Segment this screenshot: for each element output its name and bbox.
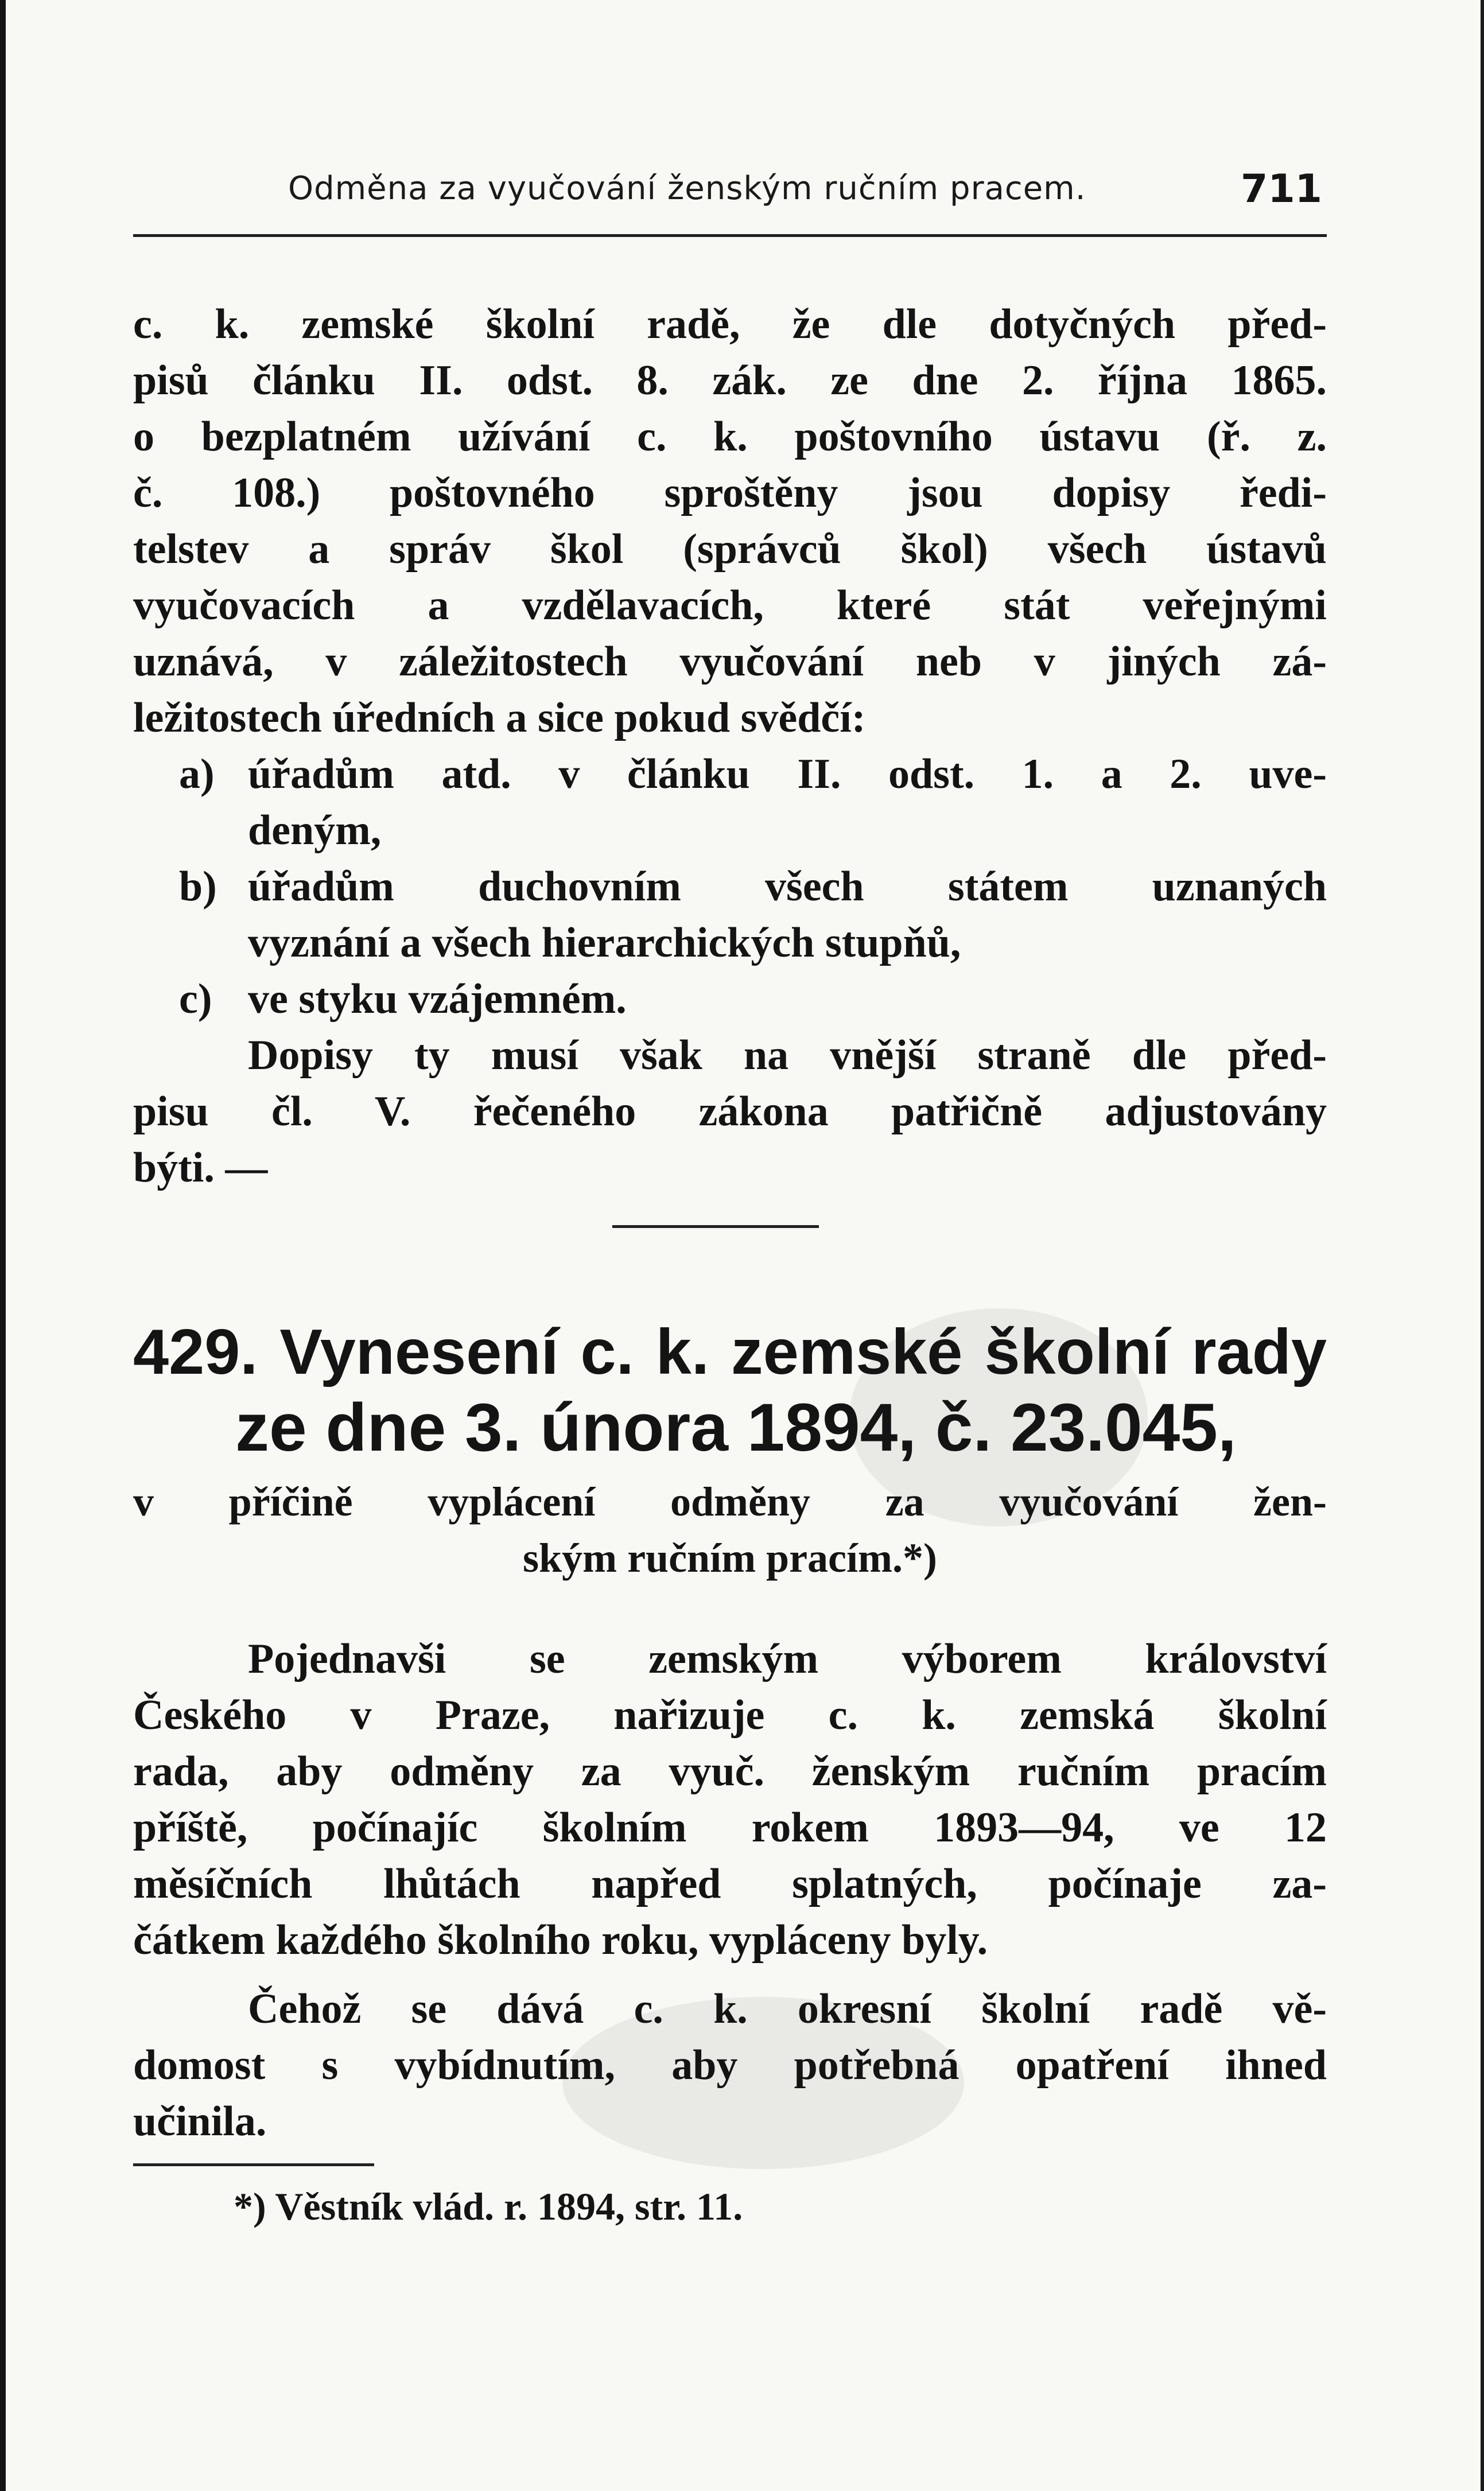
page-right-edge [1481,0,1484,2491]
subheading-line: ským ručním pracím.*) [523,1535,937,1581]
section-subheading [133,1474,1327,1586]
section-heading [133,1314,1327,1466]
text-line: Dopisy ty musí však na vnější straně dle před- [248,1032,1327,1079]
text-line: pisu čl. V. řečeného zákona patřičně adjustovány [133,1088,1327,1135]
footnote: *) Věstník vlád. r. 1894, str. 11. [234,2185,743,2228]
text-line: ležitostech úředních a sice pokud svědčí: [133,694,866,741]
body-paragraph [133,1981,1327,2150]
text-line: vyznání a všech hierarchických stupňů, [248,919,961,966]
footnote-rule [133,2163,374,2166]
page-left-edge [0,0,6,2491]
text-line: měsíčních lhůtách napřed splatných, počínaje za- [133,1860,1327,1907]
body-paragraph [133,1631,1327,1968]
text-line: ve styku vzájemném. [248,976,627,1023]
heading-line: 429. Vynesení c. k. zemské školní rady [133,1316,1327,1388]
page-number: 711 [1241,166,1322,212]
enumerated-list [133,746,1327,1027]
text-line: uznává, v záležitostech vyučování neb v jiných zá- [133,638,1327,685]
text-line: úřadům duchovním všech státem uznaných [248,863,1327,910]
running-header [133,166,1327,227]
list-item [133,971,1327,1027]
text-line: c. k. zemské školní radě, že dle dotyčných před- [133,301,1327,348]
list-marker: c) [179,976,212,1023]
header-rule [133,234,1327,237]
list-marker: a) [179,751,215,798]
text-line: pisů článku II. odst. 8. zák. ze dne 2. října 1865. [133,357,1327,404]
heading-line: ze dne 3. února 1894, č. 23.045, [235,1390,1237,1466]
text-line: deným, [248,807,382,854]
text-line: o bezplatném užívání c. k. poštovního ústavu (ř. z. [133,413,1327,460]
text-line: učinila. [133,2098,267,2145]
text-line: vyučovacích a vzdělavacích, které stát veřejnými [133,582,1327,629]
text-line: Českého v Praze, nařizuje c. k. zemská školní [133,1692,1327,1739]
text-line: Čehož se dává c. k. okresní školní radě vě- [248,1985,1327,2033]
section-separator-rule [612,1225,819,1228]
list-item [133,746,1327,858]
text-line: Pojednavši se zemským výborem království [248,1635,1327,1682]
text-line: telstev a správ škol (správců škol) všech ústavů [133,526,1327,573]
list-item [133,858,1327,971]
text-line: č. 108.) poštovného sproštěny jsou dopisy ředi- [133,469,1327,516]
intro-paragraph [133,296,1327,746]
text-line: domost s vybídnutím, aby potřebná opatření ihned [133,2042,1327,2089]
text-line: úřadům atd. v článku II. odst. 1. a 2. uve- [248,751,1327,798]
subheading-line: v příčině vyplácení odměny za vyučování žen- [133,1479,1327,1525]
text-line: býti. — [133,1144,268,1191]
running-title: Odměna za vyučování ženským ručním pracem. [288,170,1086,207]
text-line: čátkem každého školního roku, vypláceny byly. [133,1917,988,1964]
closing-paragraph [133,1027,1327,1196]
text-line: rada, aby odměny za vyuč. ženským ručním pracím [133,1748,1327,1795]
text-line: příště, počínajíc školním rokem 1893—94, ve 12 [133,1804,1327,1851]
list-marker: b) [179,863,217,910]
